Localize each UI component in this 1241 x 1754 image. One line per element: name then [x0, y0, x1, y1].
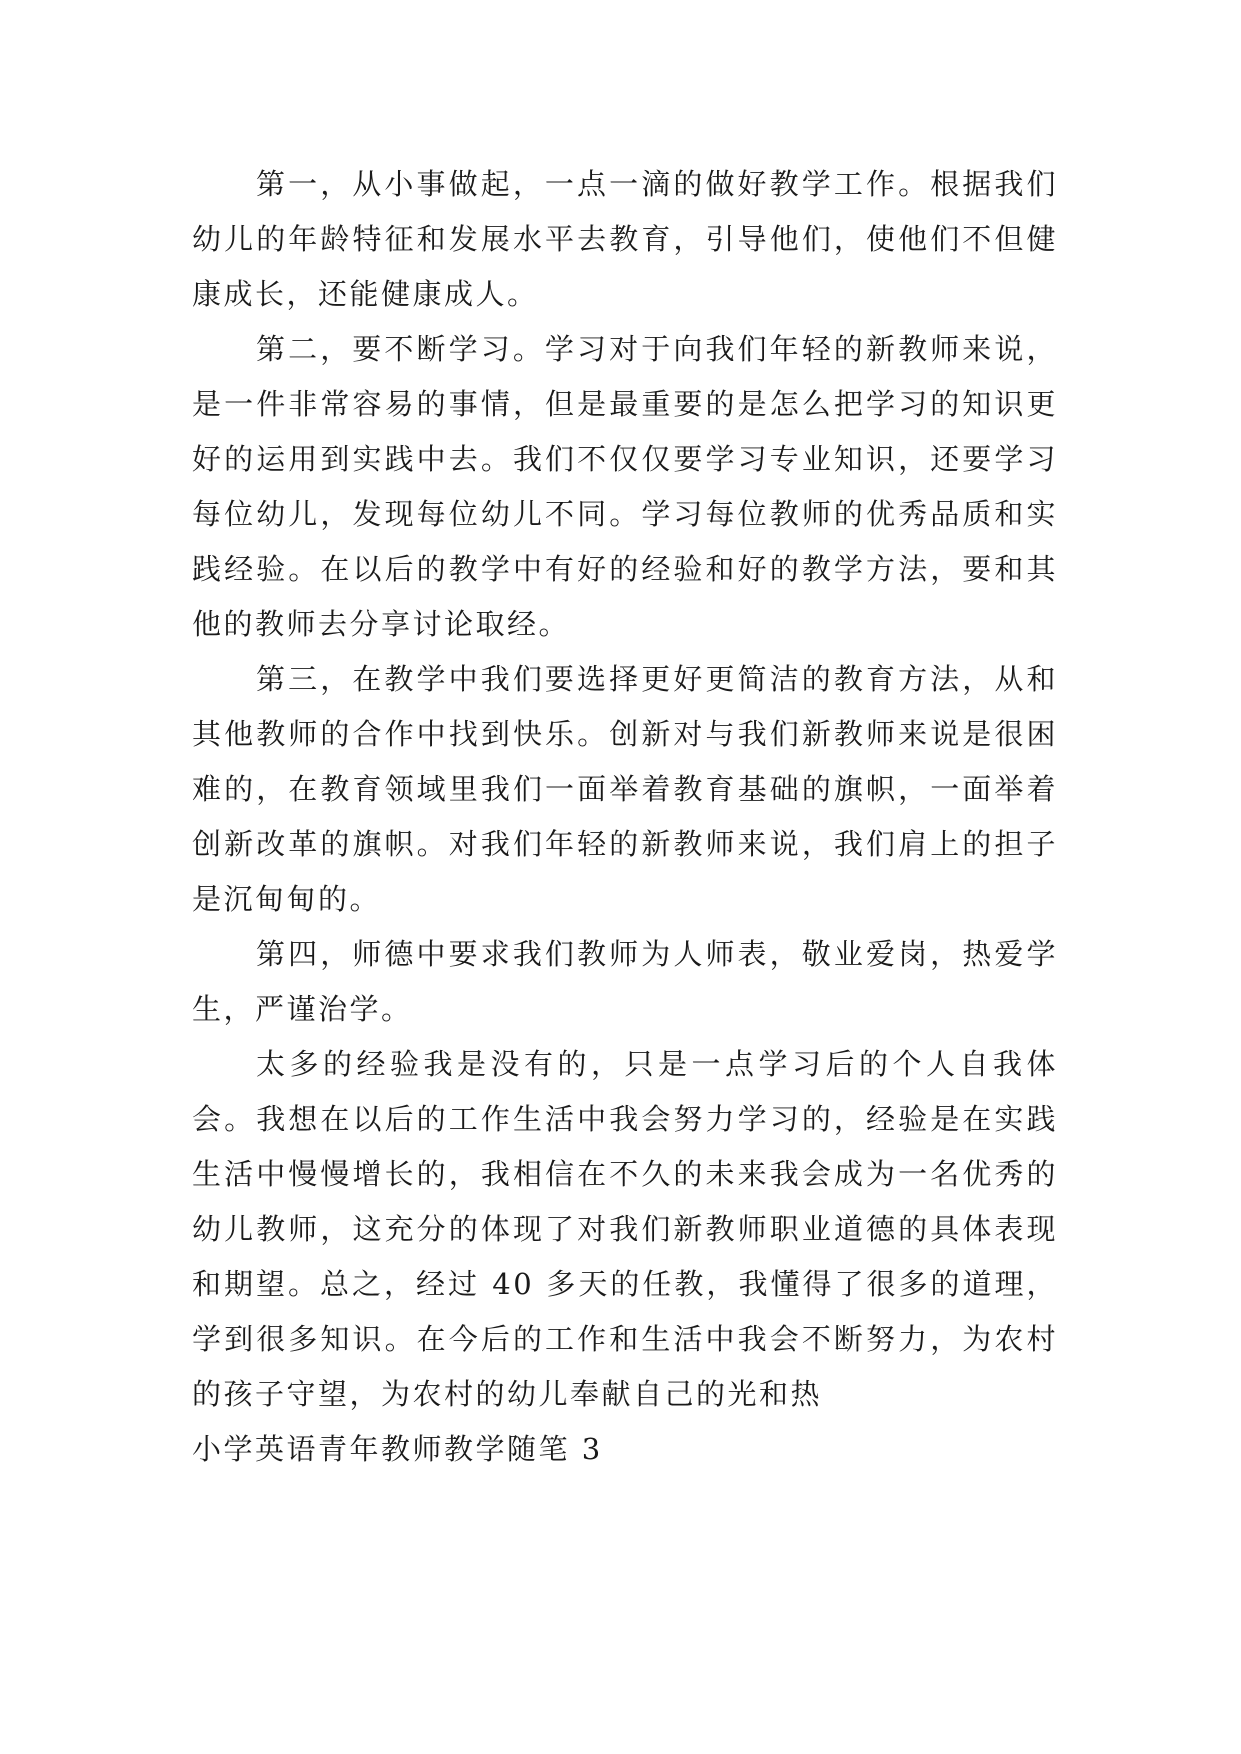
document-body: [192, 157, 1058, 1477]
paragraph-second-point: 第二，要不断学习。学习对于向我们年轻的新教师来说，是一件非常容易的事情，但是最重要的是怎么把学习的知识更好的运用到实践中去。我们不仅仅要学习专业知识，还要学习每位幼儿，发现每位幼儿不同。学习每位教师的优秀品质和实践经验。在以后的教学中有好的经验和好的教学方法，要和其他的教师去分享讨论取经。: [192, 332, 1058, 641]
paragraph-first-point: 第一，从小事做起，一点一滴的做好教学工作。根据我们幼儿的年龄特征和发展水平去教育，引导他们，使他们不但健康成长，还能健康成人。: [192, 167, 1058, 311]
paragraph-third-point: 第三，在教学中我们要选择更好更简洁的教育方法，从和其他教师的合作中找到快乐。创新对与我们新教师来说是很困难的，在教育领域里我们一面举着教育基础的旗帜，一面举着创新改革的旗帜。对我们年轻的新教师来说，我们肩上的担子是沉甸甸的。: [192, 662, 1058, 916]
paragraph-fourth-point: 第四，师德中要求我们教师为人师表，敬业爱岗，热爱学生，严谨治学。: [192, 937, 1058, 1026]
paragraph-conclusion: 太多的经验我是没有的，只是一点学习后的个人自我体会。我想在以后的工作生活中我会努力学习的，经验是在实践生活中慢慢增长的，我相信在不久的未来我会成为一名优秀的幼儿教师，这充分的体现了对我们新教师职业道德的具体表现和期望。总之，经过 40 多天的任教，我懂得了很多的道理，学到很多知识。在今后的工作和生活中我会不断努力，为农村的孩子守望，为农村的幼儿奉献自己的光和热: [192, 1047, 1058, 1411]
next-article-title: 小学英语青年教师教学随笔 3: [192, 1432, 603, 1466]
